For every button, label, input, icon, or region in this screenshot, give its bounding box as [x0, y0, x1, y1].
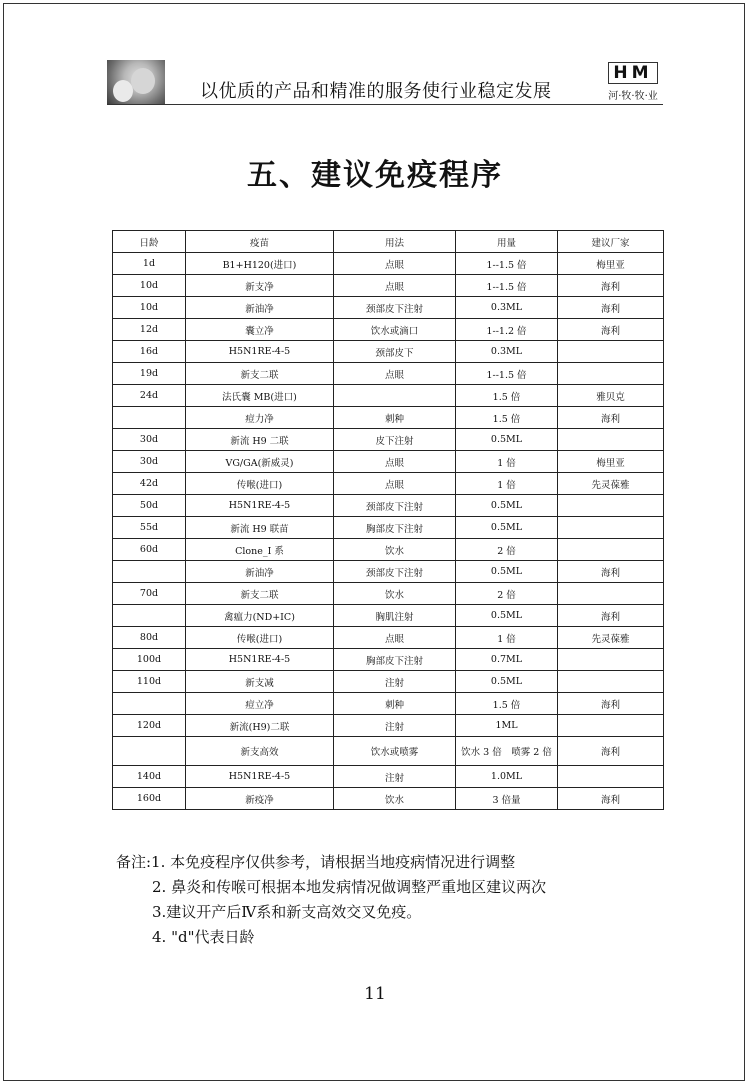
table-row	[113, 737, 664, 766]
cell-age: 1d	[113, 253, 186, 275]
cell-age	[113, 561, 186, 583]
table-row	[113, 649, 664, 671]
cell-age: 16d	[113, 341, 186, 363]
cell-manufacturer: 海利	[558, 737, 664, 766]
cell-age: 12d	[113, 319, 186, 341]
company-logo	[605, 62, 661, 102]
cell-age: 55d	[113, 517, 186, 539]
cell-method: 刺种	[334, 693, 456, 715]
table-row	[113, 715, 664, 737]
table-row	[113, 473, 664, 495]
cell-manufacturer: 海利	[558, 693, 664, 715]
cell-method: 颈部皮下注射	[334, 561, 456, 583]
cell-age	[113, 693, 186, 715]
egg-shape	[113, 80, 133, 102]
cell-age: 70d	[113, 583, 186, 605]
cell-manufacturer	[558, 341, 664, 363]
header-method: 用法	[334, 231, 456, 253]
chick-shape	[131, 68, 155, 94]
cell-method: 饮水或滴口	[334, 319, 456, 341]
immunization-table	[112, 230, 664, 810]
table-row	[113, 583, 664, 605]
cell-dosage: 饮水 3 倍 喷雾 2 倍	[456, 737, 558, 766]
header-divider	[107, 104, 663, 105]
cell-vaccine: 禽瘟力(ND+IC)	[186, 605, 334, 627]
cell-age: 24d	[113, 385, 186, 407]
note-1: 备注:1. 本免疫程序仅供参考，请根据当地疫病情况进行调整	[116, 853, 516, 871]
cell-manufacturer: 海利	[558, 561, 664, 583]
cell-manufacturer	[558, 766, 664, 788]
cell-manufacturer: 海利	[558, 788, 664, 810]
cell-vaccine: H5N1RE-4-5	[186, 341, 334, 363]
cell-manufacturer: 先灵葆雅	[558, 473, 664, 495]
note-3: 3.建议开产后Ⅳ系和新支高效交叉免疫。	[152, 903, 422, 921]
cell-age: 140d	[113, 766, 186, 788]
table-row	[113, 605, 664, 627]
note-2: 2. 鼻炎和传喉可根据本地发病情况做调整严重地区建议两次	[152, 878, 547, 896]
cell-method: 胸肌注射	[334, 605, 456, 627]
table-row	[113, 253, 664, 275]
cell-dosage: 0.3ML	[456, 297, 558, 319]
cell-method: 点眼	[334, 363, 456, 385]
table-row	[113, 363, 664, 385]
page-number: 11	[364, 984, 386, 1004]
cell-method: 注射	[334, 766, 456, 788]
cell-vaccine: H5N1RE-4-5	[186, 649, 334, 671]
cell-dosage: 0.5ML	[456, 429, 558, 451]
note-4: 4. "d"代表日龄	[152, 928, 255, 946]
cell-vaccine: 痘力净	[186, 407, 334, 429]
cell-vaccine: 新疫净	[186, 788, 334, 810]
cell-age: 100d	[113, 649, 186, 671]
cell-manufacturer	[558, 671, 664, 693]
cell-dosage: 1 倍	[456, 473, 558, 495]
cell-dosage: 0.5ML	[456, 671, 558, 693]
cell-dosage: 1--1.2 倍	[456, 319, 558, 341]
cell-vaccine: 传喉(进口)	[186, 627, 334, 649]
cell-manufacturer	[558, 517, 664, 539]
header-age: 日龄	[113, 231, 186, 253]
table-row	[113, 766, 664, 788]
cell-manufacturer	[558, 429, 664, 451]
cell-dosage: 1ML	[456, 715, 558, 737]
cell-dosage: 0.5ML	[456, 561, 558, 583]
cell-vaccine: 囊立净	[186, 319, 334, 341]
cell-vaccine: H5N1RE-4-5	[186, 495, 334, 517]
table-row	[113, 495, 664, 517]
cell-age: 10d	[113, 275, 186, 297]
cell-method: 点眼	[334, 627, 456, 649]
cell-vaccine: H5N1RE-4-5	[186, 766, 334, 788]
table-row	[113, 451, 664, 473]
cell-manufacturer	[558, 583, 664, 605]
cell-dosage: 2 倍	[456, 539, 558, 561]
cell-dosage: 1.5 倍	[456, 407, 558, 429]
cell-age	[113, 407, 186, 429]
header-vaccine: 疫苗	[186, 231, 334, 253]
cell-vaccine: 新支二联	[186, 363, 334, 385]
table-row	[113, 341, 664, 363]
cell-dosage: 0.5ML	[456, 605, 558, 627]
cell-method: 颈部皮下注射	[334, 297, 456, 319]
cell-vaccine: B1+H120(进口)	[186, 253, 334, 275]
cell-method: 饮水	[334, 788, 456, 810]
page-title: 五、建议免疫程序	[247, 158, 503, 193]
header-manufacturer: 建议厂家	[558, 231, 664, 253]
cell-manufacturer	[558, 495, 664, 517]
cell-dosage: 0.3ML	[456, 341, 558, 363]
table-row	[113, 671, 664, 693]
logo-text: 河·牧·牧·业	[608, 91, 658, 102]
cell-vaccine: 新支二联	[186, 583, 334, 605]
table-row	[113, 429, 664, 451]
cell-age: 110d	[113, 671, 186, 693]
cell-dosage: 1--1.5 倍	[456, 275, 558, 297]
cell-method: 点眼	[334, 473, 456, 495]
cell-vaccine: Clone_I 系	[186, 539, 334, 561]
table-row	[113, 627, 664, 649]
cell-age: 30d	[113, 429, 186, 451]
cell-age	[113, 737, 186, 766]
cell-vaccine: VG/GA(新威灵)	[186, 451, 334, 473]
table-row	[113, 407, 664, 429]
cell-vaccine: 新流(H9)二联	[186, 715, 334, 737]
cell-manufacturer	[558, 649, 664, 671]
cell-manufacturer	[558, 363, 664, 385]
cell-method: 胸部皮下注射	[334, 517, 456, 539]
header-chick-photo	[107, 60, 165, 104]
cell-vaccine: 法氏囊 MB(进口)	[186, 385, 334, 407]
table-row	[113, 517, 664, 539]
cell-age: 60d	[113, 539, 186, 561]
cell-method: 点眼	[334, 275, 456, 297]
cell-manufacturer: 海利	[558, 275, 664, 297]
cell-vaccine: 新支高效	[186, 737, 334, 766]
cell-age: 42d	[113, 473, 186, 495]
cell-method: 注射	[334, 671, 456, 693]
cell-manufacturer: 先灵葆雅	[558, 627, 664, 649]
table-row	[113, 319, 664, 341]
cell-method	[334, 385, 456, 407]
table-row	[113, 297, 664, 319]
cell-method: 点眼	[334, 253, 456, 275]
table-row	[113, 275, 664, 297]
notes-section	[116, 850, 546, 950]
cell-vaccine: 痘立净	[186, 693, 334, 715]
cell-dosage: 2 倍	[456, 583, 558, 605]
table-header-row	[113, 231, 664, 253]
cell-dosage: 3 倍量	[456, 788, 558, 810]
cell-vaccine: 新支净	[186, 275, 334, 297]
cell-method: 饮水	[334, 583, 456, 605]
cell-vaccine: 新流 H9 二联	[186, 429, 334, 451]
cell-age	[113, 605, 186, 627]
cell-manufacturer: 海利	[558, 605, 664, 627]
cell-dosage: 1.0ML	[456, 766, 558, 788]
cell-dosage: 0.5ML	[456, 495, 558, 517]
cell-age: 80d	[113, 627, 186, 649]
cell-method: 注射	[334, 715, 456, 737]
cell-dosage: 1--1.5 倍	[456, 253, 558, 275]
cell-manufacturer	[558, 715, 664, 737]
cell-method: 饮水或喷雾	[334, 737, 456, 766]
cell-dosage: 1.5 倍	[456, 693, 558, 715]
cell-manufacturer: 海利	[558, 407, 664, 429]
cell-vaccine: 传喉(进口)	[186, 473, 334, 495]
cell-method: 饮水	[334, 539, 456, 561]
cell-age: 160d	[113, 788, 186, 810]
cell-manufacturer: 雅贝克	[558, 385, 664, 407]
table-row	[113, 385, 664, 407]
table-row	[113, 693, 664, 715]
header-dosage: 用量	[456, 231, 558, 253]
cell-dosage: 0.5ML	[456, 517, 558, 539]
cell-vaccine: 新支减	[186, 671, 334, 693]
cell-dosage: 0.7ML	[456, 649, 558, 671]
cell-age: 10d	[113, 297, 186, 319]
cell-method: 刺种	[334, 407, 456, 429]
cell-method: 颈部皮下	[334, 341, 456, 363]
cell-vaccine: 新流 H9 联苗	[186, 517, 334, 539]
cell-manufacturer	[558, 539, 664, 561]
cell-dosage: 1 倍	[456, 627, 558, 649]
cell-dosage: 1.5 倍	[456, 385, 558, 407]
cell-dosage: 1--1.5 倍	[456, 363, 558, 385]
cell-method: 颈部皮下注射	[334, 495, 456, 517]
cell-manufacturer: 海利	[558, 319, 664, 341]
cell-method: 点眼	[334, 451, 456, 473]
table-row	[113, 561, 664, 583]
table-row	[113, 539, 664, 561]
table-row	[113, 788, 664, 810]
cell-method: 胸部皮下注射	[334, 649, 456, 671]
cell-method: 皮下注射	[334, 429, 456, 451]
cell-manufacturer: 梅里亚	[558, 253, 664, 275]
logo-letters: HM	[608, 62, 658, 84]
header-slogan: 以优质的产品和精准的服务使行业稳定发展	[200, 81, 552, 102]
cell-age: 120d	[113, 715, 186, 737]
cell-age: 19d	[113, 363, 186, 385]
cell-dosage: 1 倍	[456, 451, 558, 473]
cell-age: 30d	[113, 451, 186, 473]
cell-manufacturer: 海利	[558, 297, 664, 319]
cell-manufacturer: 梅里亚	[558, 451, 664, 473]
cell-age: 50d	[113, 495, 186, 517]
cell-vaccine: 新油净	[186, 297, 334, 319]
cell-vaccine: 新油净	[186, 561, 334, 583]
